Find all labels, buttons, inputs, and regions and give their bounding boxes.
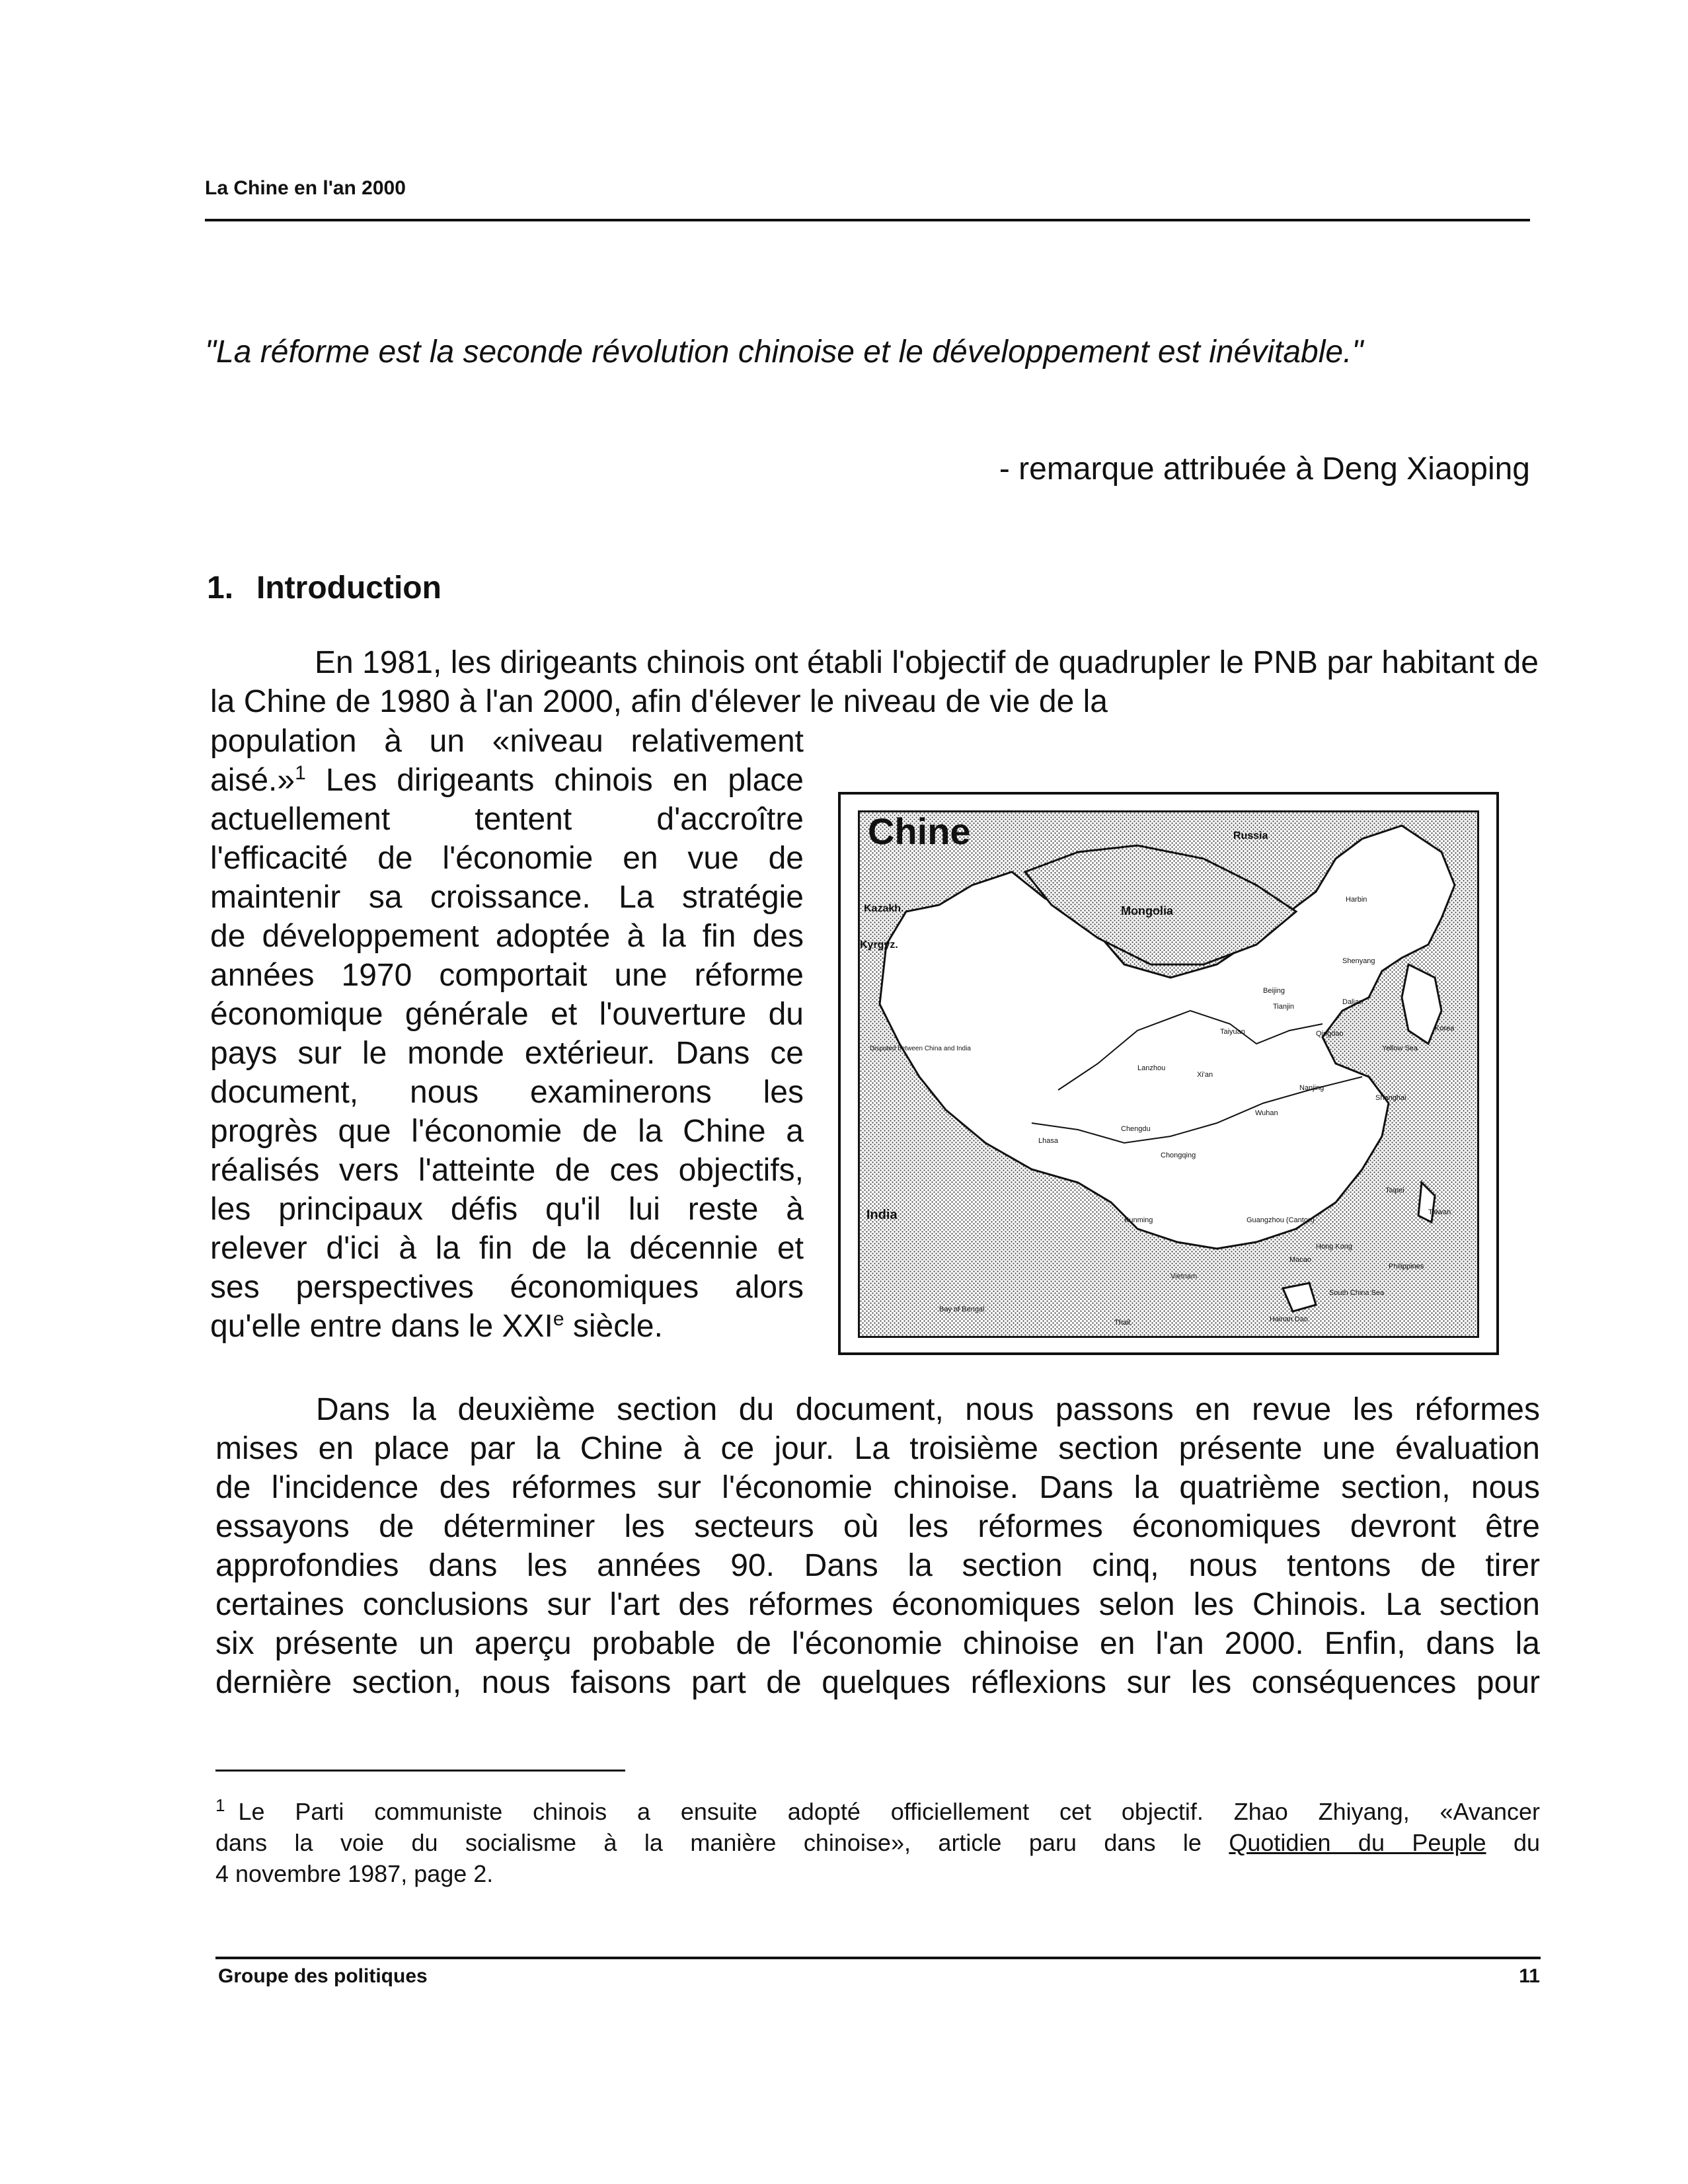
map-label-beijing: Beijing — [1263, 987, 1285, 995]
map-label-chengdu: Chengdu — [1121, 1125, 1151, 1133]
map-label-mongolia: Mongolia — [1121, 904, 1173, 917]
text-line: progrès que l'économie de la Chine a — [210, 1114, 804, 1149]
paragraph-2 — [215, 1390, 1540, 1702]
map-label-yellow-sea: Yellow Sea — [1382, 1044, 1418, 1052]
map-label-south-china-sea: South China Sea — [1329, 1289, 1385, 1297]
text-line: maintenir sa croissance. La stratégie — [210, 880, 804, 915]
text-line: certaines conclusions sur l'art des réformes économiques selon les Chinois. La section — [215, 1587, 1540, 1622]
china-map-svg — [860, 812, 1477, 1336]
map-label-lhasa: Lhasa — [1038, 1137, 1058, 1145]
text-line: mises en place par la Chine à ce jour. La troisième section présente une évaluation — [215, 1431, 1540, 1466]
map-label-russia: Russia — [1233, 830, 1268, 841]
footnote-ref[interactable]: 1 — [295, 762, 306, 784]
footnote-line: dans la voie du socialisme à la manière chinoise», article paru dans le Quotidien du Peuple du — [215, 1829, 1541, 1856]
text-line: l'efficacité de l'économie en vue de — [210, 841, 804, 876]
map-label-shanghai: Shanghai — [1375, 1094, 1406, 1102]
section-heading — [207, 570, 441, 606]
text-line: ses perspectives économiques alors — [210, 1270, 804, 1305]
map-label-disputed: Disputed between China and India — [870, 1045, 971, 1052]
map-label-xian: Xi'an — [1197, 1071, 1213, 1079]
map-label-guangzhou: Guangzhou (Canton) — [1247, 1216, 1315, 1224]
map-title: Chine — [868, 812, 971, 852]
china-map — [858, 810, 1479, 1338]
text-line: dernière section, nous faisons part de quelques réflexions sur les conséquences pour — [215, 1665, 1540, 1700]
map-label-wuhan: Wuhan — [1255, 1109, 1278, 1117]
text-line: Dans la deuxième section du document, nous passons en revue les réformes — [316, 1392, 1540, 1427]
map-label-bay-of-bengal: Bay of Bengal — [939, 1306, 985, 1313]
text-line: années 1970 comportait une réforme — [210, 958, 804, 993]
map-label-hainan: Hainan Dao — [1270, 1315, 1309, 1323]
footnote-line: 4 novembre 1987, page 2. — [215, 1860, 494, 1887]
text-line: de développement adoptée à la fin des — [210, 919, 804, 954]
map-label-chongqing: Chongqing — [1161, 1151, 1196, 1159]
footer-publisher: Groupe des politiques — [218, 1965, 428, 1987]
text-line: réalisés vers l'atteinte de ces objectifs, — [210, 1153, 804, 1188]
section-title: Introduction — [256, 570, 441, 605]
map-label-thailand: Thail. — [1114, 1319, 1132, 1327]
map-label-lanzhou: Lanzhou — [1137, 1064, 1166, 1072]
text-line: qu'elle entre dans le XXIe siècle. — [210, 1308, 663, 1344]
map-label-korea: Korea — [1435, 1025, 1455, 1033]
header-rule — [205, 219, 1530, 221]
footnote-rule — [215, 1770, 625, 1772]
epigraph-quote: "La réforme est la seconde révolution chinoise et le développement est inévitable." — [205, 334, 1363, 370]
epigraph-attribution: - remarque attribuée à Deng Xiaoping — [999, 451, 1530, 487]
map-label-philippines: Philippines — [1389, 1263, 1424, 1270]
text-line: approfondies dans les années 90. Dans la section cinq, nous tentons de tirer — [215, 1548, 1540, 1583]
map-label-dalian: Dalian — [1342, 998, 1363, 1006]
text-line: population à un «niveau relativement — [210, 724, 804, 759]
text-line: les principaux défis qu'il lui reste à — [210, 1192, 804, 1227]
text-line: pays sur le monde extérieur. Dans ce — [210, 1036, 804, 1071]
text-line: économique générale et l'ouverture du — [210, 997, 804, 1032]
section-number: 1. — [207, 570, 234, 605]
map-label-kazakh: Kazakh. — [864, 903, 904, 914]
footnote-citation-title: Quotidien du Peuple — [1229, 1829, 1486, 1856]
map-label-taiwan: Taiwan — [1428, 1208, 1451, 1216]
text-line: six présente un aperçu probable de l'économie chinoise en l'an 2000. Enfin, dans la — [215, 1626, 1540, 1661]
footer-rule — [215, 1957, 1541, 1959]
map-label-kunming: Kunming — [1124, 1216, 1153, 1224]
map-label-harbin: Harbin — [1346, 896, 1367, 904]
map-label-india: India — [866, 1208, 898, 1222]
paragraph-1-first-lines: En 1981, les dirigeants chinois ont établi l'objectif de quadrupler le PNB par habitant de la Chine de 1980 à l'an 2000, afin d'élever le niveau de vie de la — [210, 645, 1539, 719]
map-label-tianjin: Tianjin — [1273, 1003, 1294, 1011]
text-line: de l'incidence des réformes sur l'économie chinoise. Dans la quatrième section, nous — [215, 1470, 1540, 1505]
text-line: aisé.»$^1$ Les dirigeants chinois en place — [210, 762, 804, 798]
footnote-line: $^1$ Le Parti communiste chinois a ensuite adopté officiellement cet objectif. Zhao Zhiyang, «Avancer — [215, 1795, 1540, 1825]
text-line: relever d'ici à la fin de la décennie et — [210, 1231, 804, 1266]
text-line: actuellement tentent d'accroître — [210, 802, 804, 837]
map-label-taiyuan: Taiyuan — [1220, 1028, 1245, 1036]
map-label-qingdao: Qingdao — [1316, 1030, 1344, 1038]
map-label-hongkong: Hong Kong — [1316, 1243, 1353, 1251]
map-label-shenyang: Shenyang — [1342, 957, 1375, 965]
paragraph-1-intro — [210, 643, 1539, 721]
map-label-vietnam: Vietnam — [1170, 1272, 1198, 1280]
map-label-nanjing: Nanjing — [1299, 1084, 1324, 1092]
footnote-1 — [215, 1796, 1540, 1889]
page-number: 11 — [1519, 1965, 1540, 1987]
text-line: document, nous examinerons les — [210, 1075, 804, 1110]
text-line: essayons de déterminer les secteurs où les réformes économiques devront être — [215, 1509, 1540, 1544]
china-map-figure — [838, 792, 1499, 1355]
footnote-mark: 1 — [215, 1795, 225, 1815]
paragraph-1-column — [210, 722, 804, 1346]
running-header: La Chine en l'an 2000 — [205, 177, 406, 199]
map-label-kyrgyz: Kyrgyz. — [860, 939, 898, 951]
map-label-macao: Macao — [1289, 1256, 1312, 1264]
map-label-taipei: Taipei — [1385, 1187, 1404, 1194]
